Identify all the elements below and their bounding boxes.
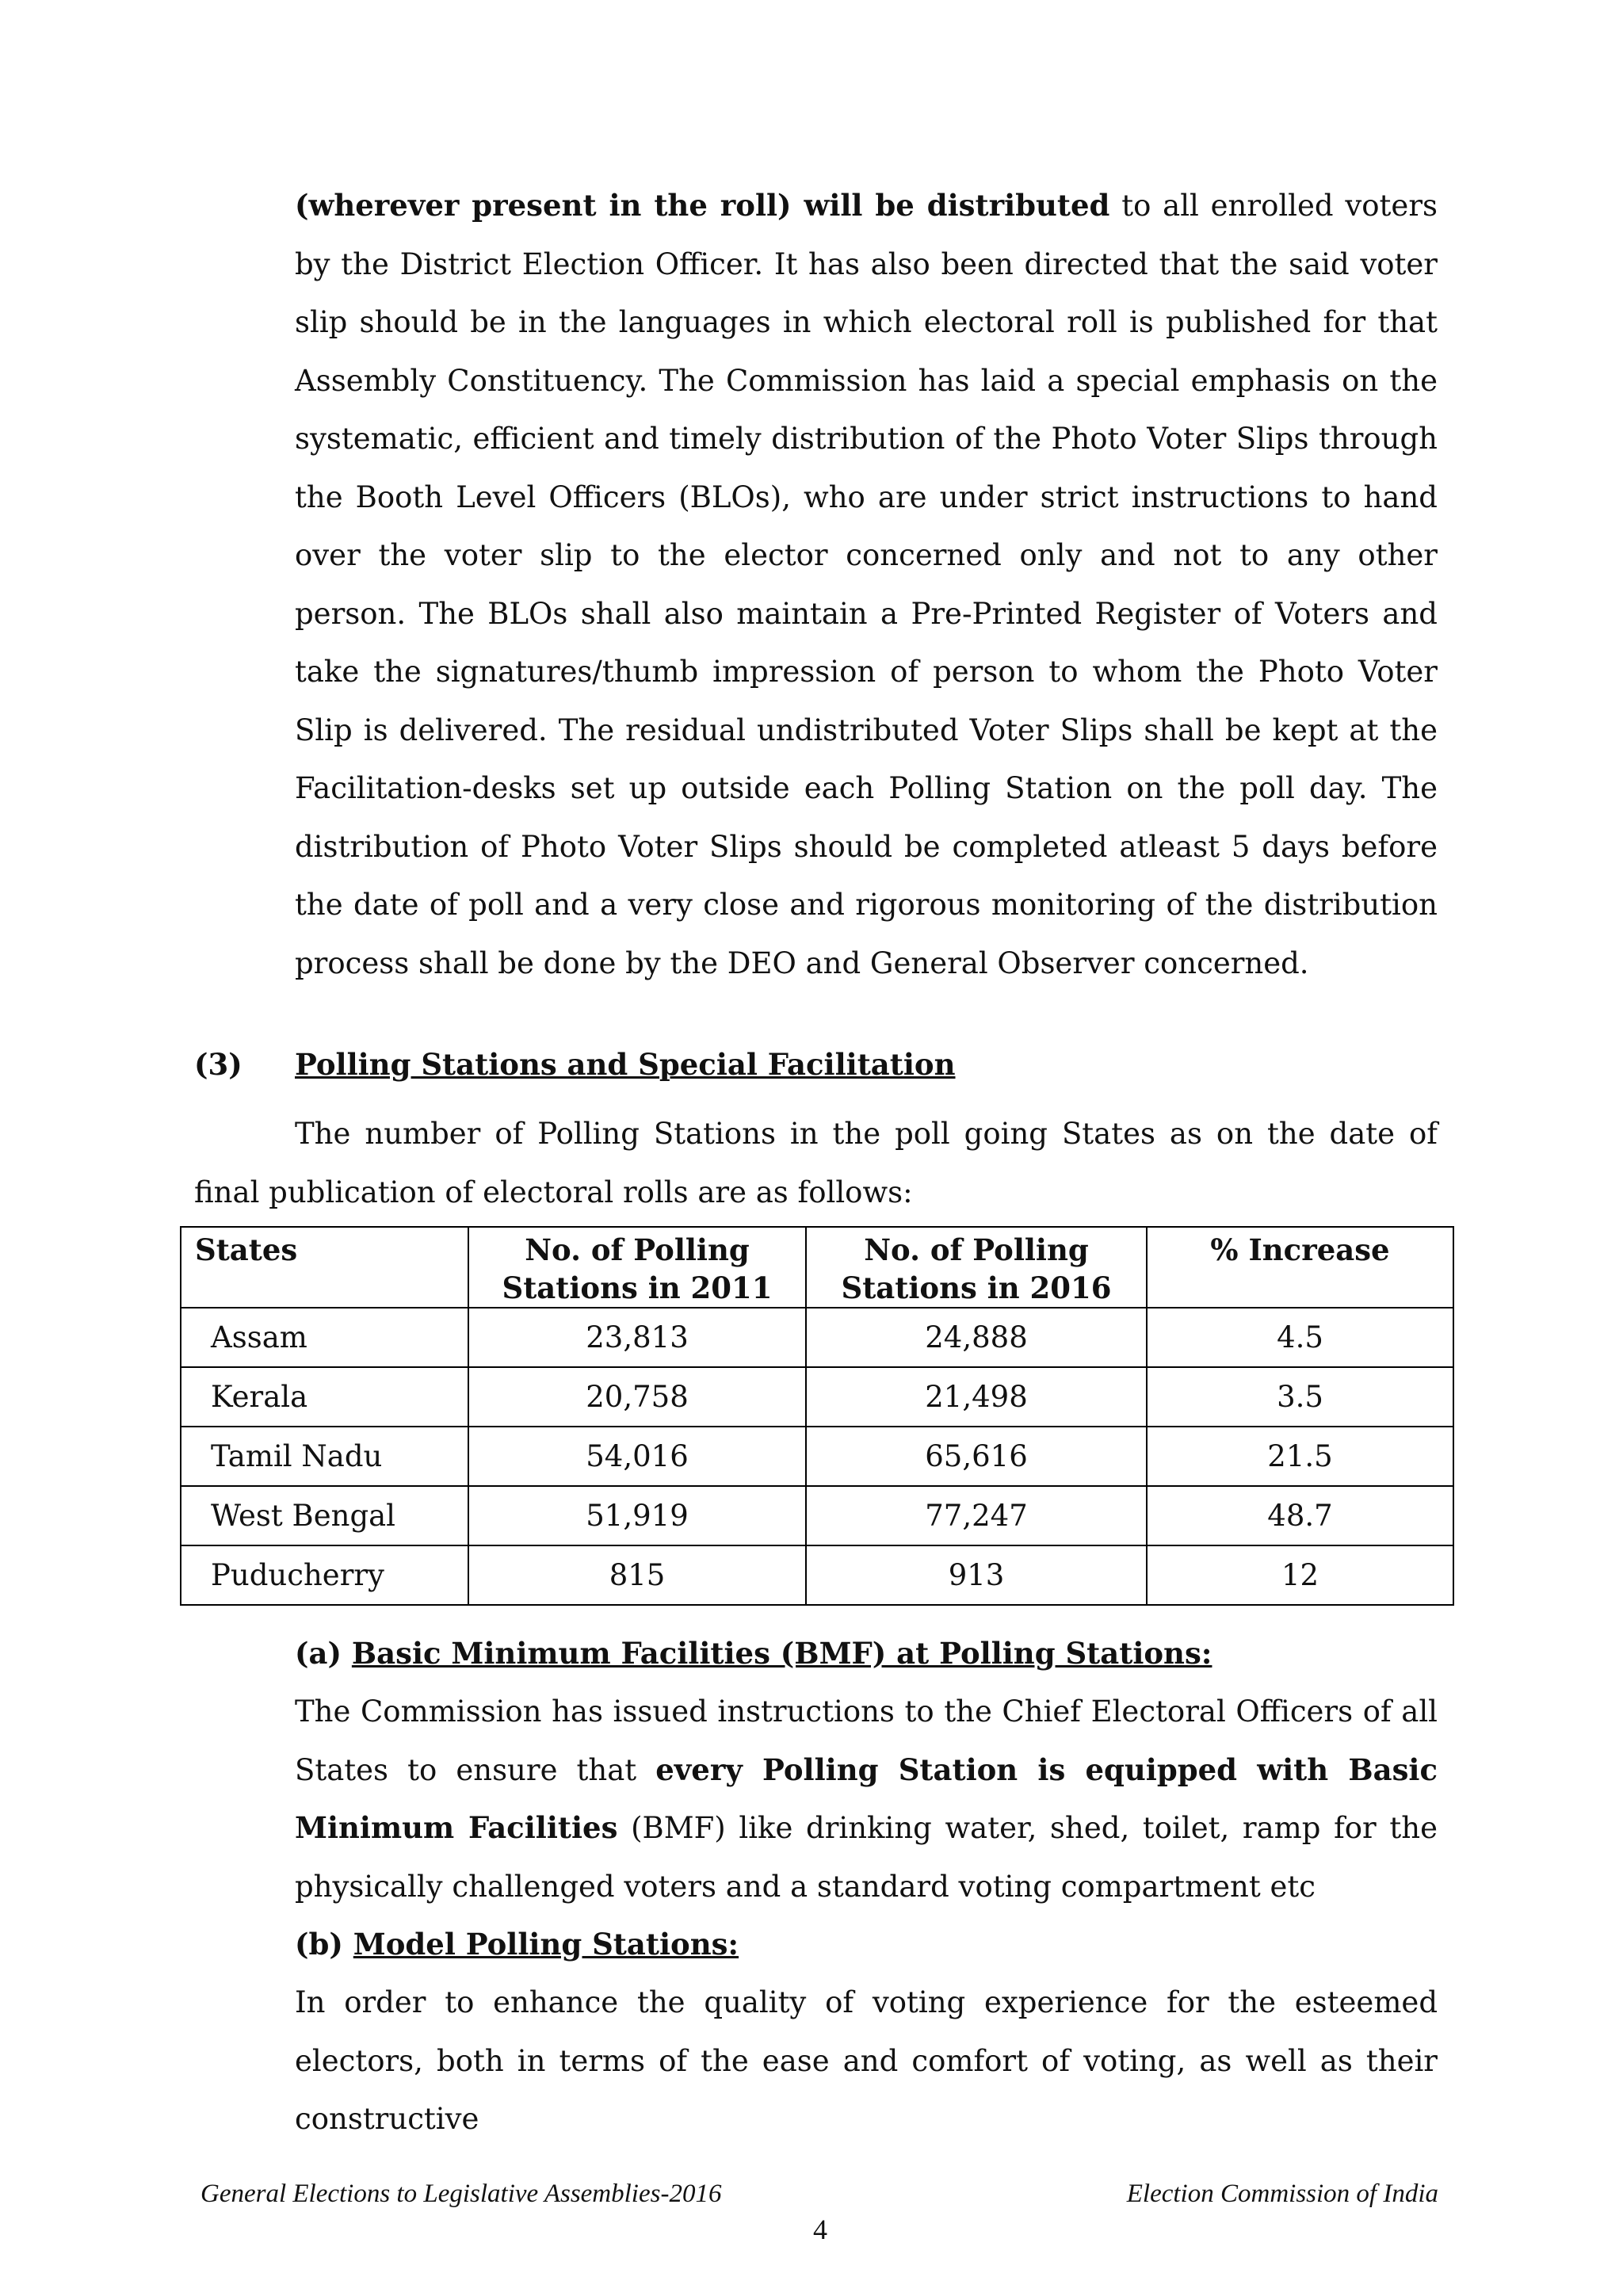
cell-state: Tamil Nadu — [181, 1427, 468, 1486]
cell-2011: 51,919 — [468, 1486, 806, 1545]
cell-increase: 21.5 — [1147, 1427, 1453, 1486]
bmf-paragraph — [295, 1683, 1438, 1916]
footer-title: General Elections to Legislative Assemblies-2016 — [200, 2179, 722, 2208]
subsection-a-title: Basic Minimum Facilities (BMF) at Polling Stations: — [351, 1636, 1212, 1671]
cell-increase: 3.5 — [1147, 1367, 1453, 1427]
subsection-b-prefix: (b) — [295, 1927, 353, 1962]
cell-state: Puducherry — [181, 1545, 468, 1605]
bmf-text-bold: every Polling Station is equipped with Basic Minimum Facilities — [295, 1752, 1438, 1845]
cell-increase: 48.7 — [1147, 1486, 1453, 1545]
paragraph-bold-lead: (wherever present in the roll) will be distributed — [295, 188, 1110, 223]
cell-2011: 815 — [468, 1545, 806, 1605]
header-states: States — [181, 1227, 468, 1308]
page-number: 4 — [813, 2214, 827, 2245]
bmf-text-start: The Commission has issued instructions to the Chief Electoral Officers of all States to ensure that — [295, 1694, 1438, 1787]
voter-slip-paragraph — [295, 177, 1438, 992]
cell-state: Assam — [181, 1308, 468, 1367]
cell-2011: 23,813 — [468, 1308, 806, 1367]
table-row — [181, 1308, 1453, 1367]
header-percent-increase: % Increase — [1147, 1227, 1453, 1308]
cell-2016: 21,498 — [806, 1367, 1147, 1427]
table-row — [181, 1545, 1453, 1605]
cell-2016: 913 — [806, 1545, 1147, 1605]
cell-state: West Bengal — [181, 1486, 468, 1545]
subsection-a-heading — [295, 1636, 1212, 1671]
cell-2011: 20,758 — [468, 1367, 806, 1427]
cell-2016: 65,616 — [806, 1427, 1147, 1486]
bmf-text-end: (BMF) like drinking water, shed, toilet, ramp for the physically challenged voters and a standard voting compartment etc — [295, 1811, 1438, 1904]
model-ps-paragraph: In order to enhance the quality of voting experience for the esteemed electors, both in terms of the ease and comfort of voting, as well as their constructive — [295, 1985, 1438, 2136]
footer-organization: Election Commission of India — [1126, 2179, 1438, 2208]
section-intro: The number of Polling Stations in the poll going States as on the date of final publication of electoral rolls are as follows: — [194, 1117, 1438, 1209]
header-stations-2016: No. of Polling Stations in 2016 — [806, 1227, 1147, 1308]
table-row — [181, 1367, 1453, 1427]
subsection-b-title: Model Polling Stations: — [353, 1927, 739, 1962]
subsection-a-prefix: (a) — [295, 1636, 352, 1671]
table-row — [181, 1427, 1453, 1486]
polling-stations-table — [180, 1226, 1454, 1606]
table-row — [181, 1486, 1453, 1545]
cell-increase: 12 — [1147, 1545, 1453, 1605]
cell-2016: 77,247 — [806, 1486, 1147, 1545]
section-number: (3) — [194, 1047, 242, 1082]
cell-state: Kerala — [181, 1367, 468, 1427]
section-title: Polling Stations and Special Facilitation — [295, 1047, 956, 1082]
table-header-row — [181, 1227, 1453, 1308]
subsection-b-heading — [295, 1927, 739, 1962]
cell-increase: 4.5 — [1147, 1308, 1453, 1367]
paragraph-body: to all enrolled voters by the District Election Officer. It has also been directed that the said voter slip should be in the languages in which electoral roll is published for that Assembly Constituency. The Commission has laid a special emphasis on the systematic, efficient and timely distribution of the Photo Voter Slips through the Booth Level Officers (BLOs), who are under strict instructions to hand over the voter slip to the elector concerned only and not to any other person. The BLOs shall also maintain a Pre-Printed Register of Voters and take the signatures/thumb impression of person to whom the Photo Voter Slip is delivered. The residual undistributed Voter Slips shall be kept at the Facilitation-desks set up outside each Polling Station on the poll day. The distribution of Photo Voter Slips should be completed atleast 5 days before the date of poll and a very close and rigorous monitoring of the distribution process shall be done by the DEO and General Observer concerned. — [295, 189, 1438, 980]
cell-2011: 54,016 — [468, 1427, 806, 1486]
header-stations-2011: No. of Polling Stations in 2011 — [468, 1227, 806, 1308]
cell-2016: 24,888 — [806, 1308, 1147, 1367]
